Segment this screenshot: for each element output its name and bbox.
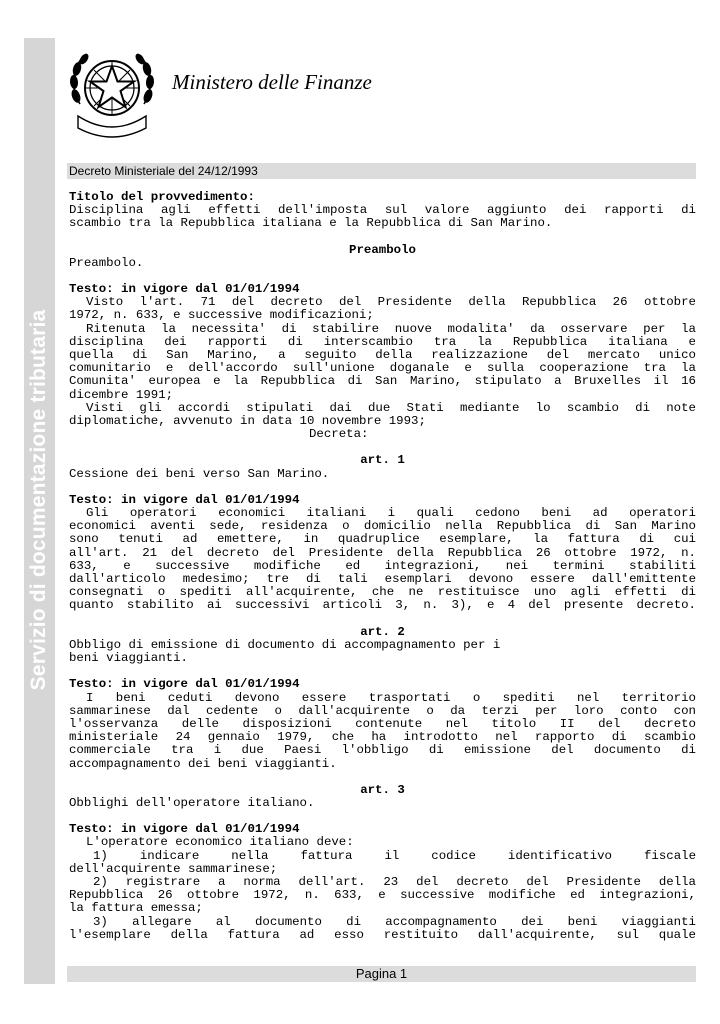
text-line: 633, e successive modifiche ed integrazioni, nei termini stabiliti (69, 558, 696, 573)
title-line: Disciplina agli effetti dell'imposta sul valore aggiunto dei rapporti di (69, 203, 696, 218)
text-line: dell'acquirente sammarinese; (69, 861, 278, 876)
text-line: L'operatore economico italiano deve: (86, 835, 354, 850)
text-line: sono tenuti ad emettere, in quadruplice esemplare, la fattura di cui (69, 532, 696, 547)
text-line: comunitario e dell'accordo sull'unione doganale e sulla cooperazione tra la (69, 361, 696, 376)
title-line: scambio tra la Repubblica italiana e la Repubblica di San Marino. (69, 216, 553, 231)
text-line: Visto l'art. 71 del decreto del Presidente della Repubblica 26 ottobre (86, 295, 696, 310)
text-line: Repubblica 26 ottobre 1972, n. 633, e successive modifiche ed integrazioni, (69, 888, 696, 903)
text-line: commerciale tra i due Paesi l'obbligo di emissione del documento di (69, 743, 696, 758)
text-line: Gli operatori economici italiani i quali cedono beni ad operatori (86, 506, 696, 521)
article-heading: art. 1 (360, 453, 405, 468)
article-heading: art. 3 (360, 782, 405, 797)
text-line: quella di San Marino, a seguito della realizzazione del mercato unico (69, 348, 696, 363)
article-subject: beni viaggianti. (69, 651, 188, 666)
article-subject: Obbligo di emissione di documento di accompagnamento per i (69, 637, 501, 652)
republic-emblem-icon (66, 42, 158, 140)
article-subject: Cessione dei beni verso San Marino. (69, 466, 330, 481)
text-line: dicembre 1991; (69, 387, 174, 402)
text-line: Visti gli accordi stipulati dai due Stati mediante lo scambio di note (86, 400, 696, 415)
text-line: l'esemplare della fattura ad esso restituito dall'acquirente, sul quale (69, 927, 696, 942)
text-line: 3) allegare al documento di accompagnamento dei beni viaggianti (93, 914, 696, 929)
testo-label: Testo: in vigore dal 01/01/1994 (69, 677, 300, 692)
testo-label: Testo: in vigore dal 01/01/1994 (69, 822, 300, 837)
preambolo-heading: Preambolo (349, 242, 416, 257)
sidebar-title: Servizio di documentazione tributaria (27, 309, 50, 691)
article-subject: Obblighi dell'operatore italiano. (69, 795, 315, 810)
text-line: consegnati o spediti all'acquirente, che ne restituisce uno agli effetti di (69, 585, 696, 600)
text-line: all'art. 21 del decreto del Presidente della Repubblica 26 ottobre 1972, n. (69, 545, 696, 560)
document-body (69, 191, 696, 942)
text-line: 2) registrare a norma dell'art. 23 del decreto del Presidente della (93, 874, 696, 889)
text-line: l'osservanza delle disposizioni contenute nel titolo II del decreto (69, 716, 696, 731)
decree-header-bar: Decreto Ministeriale del 24/12/1993 (67, 163, 696, 179)
title-label: Titolo del provvedimento: (69, 190, 255, 204)
text-line: economici aventi sede, residenza o domicilio nella Repubblica di San Marino (69, 519, 696, 534)
testo-label: Testo: in vigore dal 01/01/1994 (69, 282, 300, 297)
text-line: accompagnamento dei beni viaggianti. (69, 756, 337, 771)
preambolo-text: Preambolo. (69, 255, 144, 270)
article-heading: art. 2 (360, 624, 405, 639)
text-line: sammarinese dal cedente o dall'acquirente o da terzi per loro conto con (69, 703, 696, 718)
text-line: dall'articolo medesimo; tre di tali esemplari devono essere dall'emittente (69, 572, 696, 587)
text-line: ministeriale 24 gennaio 1979, che ha introdotto nel rapporto di scambio (69, 730, 696, 745)
text-line: 1972, n. 633, e successive modificazioni; (69, 308, 374, 323)
text-line: disciplina dei rapporti di interscambio tra la Repubblica italiana e (69, 334, 696, 349)
testo-label: Testo: in vigore dal 01/01/1994 (69, 492, 300, 507)
text-line: 1) indicare nella fattura il codice identificativo fiscale (93, 848, 696, 863)
ministry-title: Ministero delle Finanze (172, 70, 372, 94)
text-line: la fattura emessa; (69, 901, 203, 916)
page-footer: Pagina 1 (67, 966, 696, 982)
text-line: Ritenuta la necessita' di stabilire nuove modalita' da osservare per la (86, 321, 696, 336)
text-line: Comunita' europea e la Repubblica di San Marino, stipulato a Bruxelles il 16 (69, 374, 696, 389)
decreta-line: Decreta: (309, 427, 369, 442)
text-line: diplomatiche, avvenuto in data 10 novembre 1993; (69, 414, 426, 429)
text-line: quanto stabilito ai successivi articoli 3, n. 3), e 4 del presente decreto. (69, 598, 696, 613)
text-line: I beni ceduti devono essere trasportati o spediti nel territorio (86, 690, 696, 705)
